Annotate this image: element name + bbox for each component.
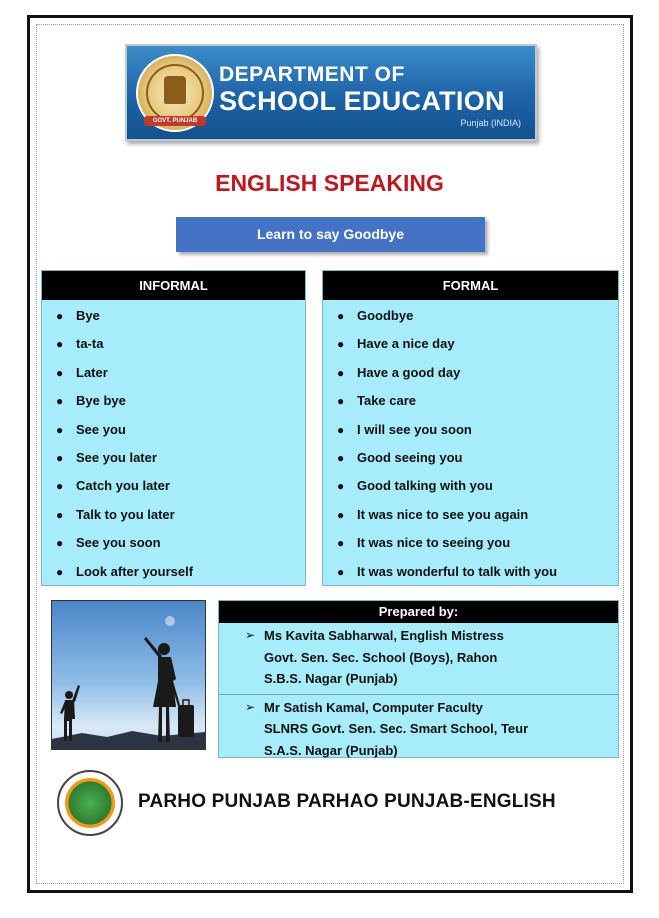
informal-list [42, 302, 305, 586]
prepared-by-panel [218, 600, 619, 758]
informal-panel [41, 270, 306, 586]
list-item: ● Good seeing you [323, 444, 618, 472]
author-line: SLNRS Govt. Sen. Sec. Smart School, Teur [264, 721, 529, 736]
banner-line-3: Punjab (INDIA) [460, 118, 521, 128]
arrow-bullet-icon: ➢ [245, 628, 256, 642]
list-item: ● Bye [42, 302, 305, 330]
parho-punjab-logo-icon [57, 770, 123, 836]
author-line: Mr Satish Kamal, Computer Faculty [264, 699, 483, 715]
bullet-icon: ● [56, 337, 64, 352]
bullet-icon: ● [337, 337, 345, 352]
list-item: ● It was nice to see you again [323, 501, 618, 529]
bullet-icon: ● [56, 564, 64, 579]
bullet-icon: ● [337, 394, 345, 409]
list-item: ● It was nice to seeing you [323, 529, 618, 557]
bullet-icon: ● [337, 365, 345, 380]
author-line: Govt. Sen. Sec. School (Boys), Rahon [264, 649, 498, 665]
bullet-icon: ● [337, 422, 345, 437]
farewell-silhouette-image [51, 600, 206, 750]
list-item: ● See you [42, 416, 305, 444]
government-seal-icon [136, 54, 214, 132]
formal-panel [322, 270, 619, 586]
bullet-icon: ● [56, 394, 64, 409]
formal-list [323, 302, 618, 586]
list-item: ● Take care [323, 387, 618, 415]
list-item: ● Look after yourself [42, 558, 305, 586]
bullet-icon: ● [337, 309, 345, 323]
subtitle-banner: Learn to say Goodbye [176, 217, 485, 252]
bullet-icon: ● [56, 422, 64, 437]
list-item: ● Talk to you later [42, 501, 305, 529]
bullet-icon: ● [337, 479, 345, 494]
list-item: ● Good talking with you [323, 472, 618, 500]
bullet-icon: ● [56, 309, 64, 323]
seal-label: GOVT. PUNJAB [144, 116, 206, 126]
list-item: ● Have a good day [323, 359, 618, 387]
banner-line-2: SCHOOL EDUCATION [219, 86, 505, 116]
list-item: ● It was wonderful to talk with you [323, 558, 618, 586]
footer-slogan: PARHO PUNJAB PARHAO PUNJAB-ENGLISH [138, 791, 556, 812]
list-item: ● ta-ta [42, 330, 305, 358]
list-item: ● Bye bye [42, 387, 305, 415]
bullet-icon: ● [337, 536, 345, 551]
list-item: ● Later [42, 359, 305, 387]
bullet-icon: ● [56, 365, 64, 380]
page-title: ENGLISH SPEAKING [215, 170, 444, 196]
arrow-bullet-icon: ➢ [245, 699, 256, 714]
list-item: ● I will see you soon [323, 416, 618, 444]
informal-heading: INFORMAL [42, 271, 305, 300]
author-line: Ms Kavita Sabharwal, English Mistress [264, 628, 504, 643]
bullet-icon: ● [337, 564, 345, 579]
prepared-by-heading: Prepared by: [219, 601, 618, 623]
bullet-icon: ● [56, 479, 64, 494]
list-item: ● Have a nice day [323, 330, 618, 358]
bullet-icon: ● [56, 507, 64, 522]
bullet-icon: ● [56, 536, 64, 551]
banner-line-1: DEPARTMENT OF [219, 63, 405, 86]
list-item: ● See you soon [42, 529, 305, 557]
author-block [219, 694, 618, 766]
list-item: ● See you later [42, 444, 305, 472]
bullet-icon: ● [337, 507, 345, 522]
department-banner [125, 44, 537, 141]
bullet-icon: ● [337, 450, 345, 465]
formal-heading: FORMAL [323, 271, 618, 300]
author-line: S.B.S. Nagar (Punjab) [264, 671, 398, 686]
author-line: S.A.S. Nagar (Punjab) [264, 742, 398, 758]
bullet-icon: ● [56, 450, 64, 465]
list-item: ● Goodbye [323, 302, 618, 330]
author-block [219, 623, 618, 694]
list-item: ● Catch you later [42, 472, 305, 500]
